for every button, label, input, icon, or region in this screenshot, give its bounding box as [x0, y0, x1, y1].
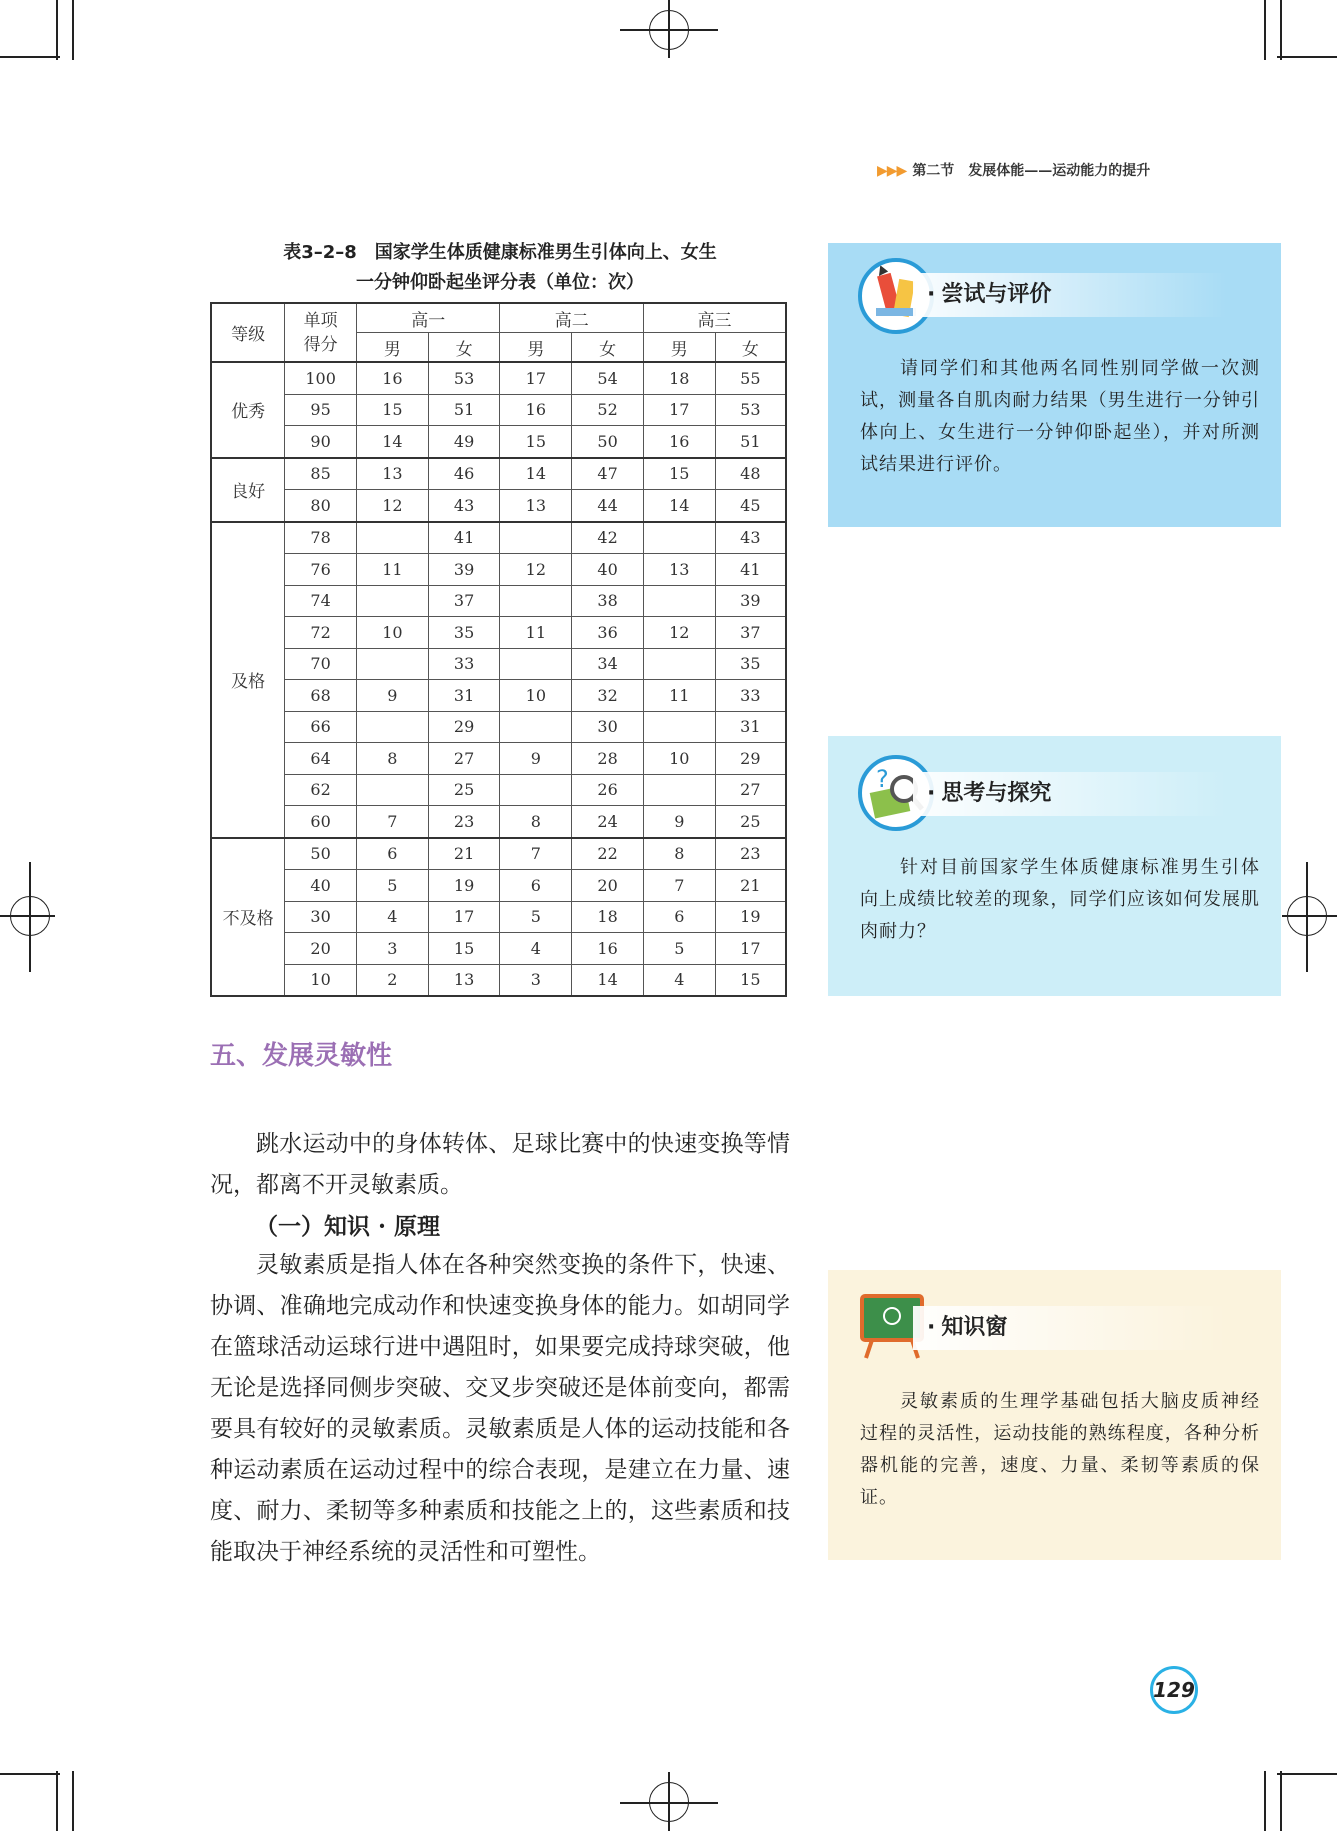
- head-grade: 等级: [211, 303, 285, 362]
- value-cell: 14: [500, 458, 572, 490]
- value-cell: [357, 774, 429, 806]
- grade-cell: 及格: [211, 522, 285, 838]
- head-female: 女: [715, 333, 786, 363]
- main-paragraph: 灵敏素质是指人体在各种突然变换的条件下，快速、协调、准确地完成动作和快速变换身体的能力。如胡同学在篮球活动运球行进中遇阻时，如果要完成持球突破，他无论是选择同侧步突破、交叉步突破还是体前变向，都需要具有较好的灵敏素质。灵敏素质是人体的运动技能和各种运动素质在运动过程中的综合表现，是建立在力量、速度、耐力、柔韧等多种素质和技能之上的，这些素质和技能取决于神经系统的灵活性和可塑性。: [210, 1252, 790, 1565]
- value-cell: [643, 711, 715, 743]
- value-cell: 33: [428, 648, 500, 680]
- value-cell: [500, 648, 572, 680]
- value-cell: 7: [357, 806, 429, 838]
- value-cell: 15: [357, 394, 429, 426]
- score-cell: 68: [285, 680, 357, 712]
- value-cell: 54: [572, 362, 644, 394]
- score-cell: 10: [285, 964, 357, 996]
- try-evaluate-title-text: 尝试与评价: [941, 282, 1052, 307]
- value-cell: 18: [572, 901, 644, 933]
- value-cell: 8: [357, 743, 429, 775]
- table-row: [211, 838, 786, 870]
- try-evaluate-title: [913, 273, 1227, 317]
- score-cell: 50: [285, 838, 357, 870]
- table-row: [211, 458, 786, 490]
- think-explore-title: [913, 772, 1227, 816]
- value-cell: 41: [428, 522, 500, 554]
- page-number: 129: [1150, 1666, 1198, 1714]
- table-row: [211, 522, 786, 554]
- value-cell: 13: [643, 554, 715, 586]
- score-cell: 90: [285, 426, 357, 458]
- grade-cell: 不及格: [211, 838, 285, 997]
- value-cell: 38: [572, 585, 644, 617]
- value-cell: 49: [428, 426, 500, 458]
- value-cell: 11: [500, 617, 572, 649]
- head-male: 男: [357, 333, 429, 363]
- table-caption-line-1: 表3–2–8 国家学生体质健康标准男生引体向上、女生: [283, 242, 717, 263]
- value-cell: 53: [428, 362, 500, 394]
- value-cell: 3: [500, 964, 572, 996]
- score-cell: 40: [285, 870, 357, 902]
- value-cell: 40: [572, 554, 644, 586]
- table-row: [211, 711, 786, 743]
- value-cell: 42: [572, 522, 644, 554]
- value-cell: 53: [715, 394, 786, 426]
- table-row: [211, 394, 786, 426]
- value-cell: 4: [643, 964, 715, 996]
- try-evaluate-box: [828, 243, 1281, 527]
- score-cell: 80: [285, 490, 357, 522]
- table-row: [211, 617, 786, 649]
- value-cell: [357, 585, 429, 617]
- value-cell: 50: [572, 426, 644, 458]
- value-cell: 15: [428, 933, 500, 965]
- value-cell: 32: [572, 680, 644, 712]
- table-row: [211, 648, 786, 680]
- table-head: [211, 303, 786, 362]
- value-cell: 36: [572, 617, 644, 649]
- score-cell: 85: [285, 458, 357, 490]
- score-cell: 30: [285, 901, 357, 933]
- value-cell: [500, 585, 572, 617]
- score-cell: 74: [285, 585, 357, 617]
- value-cell: 27: [715, 774, 786, 806]
- value-cell: 16: [572, 933, 644, 965]
- value-cell: 7: [643, 870, 715, 902]
- value-cell: 5: [643, 933, 715, 965]
- value-cell: 11: [643, 680, 715, 712]
- value-cell: 21: [715, 870, 786, 902]
- value-cell: 19: [428, 870, 500, 902]
- value-cell: 17: [500, 362, 572, 394]
- score-cell: 76: [285, 554, 357, 586]
- value-cell: 37: [715, 617, 786, 649]
- head-female: 女: [428, 333, 500, 363]
- value-cell: 2: [357, 964, 429, 996]
- value-cell: 6: [500, 870, 572, 902]
- score-cell: 100: [285, 362, 357, 394]
- table-row: [211, 426, 786, 458]
- score-cell: 64: [285, 743, 357, 775]
- value-cell: 30: [572, 711, 644, 743]
- value-cell: 12: [500, 554, 572, 586]
- value-cell: 39: [715, 585, 786, 617]
- head-score-line-1: 单项: [303, 310, 338, 331]
- value-cell: 52: [572, 394, 644, 426]
- table-row: [211, 743, 786, 775]
- value-cell: 10: [643, 743, 715, 775]
- value-cell: 24: [572, 806, 644, 838]
- sub-heading: （一）知识 · 原理: [255, 1213, 441, 1240]
- value-cell: 37: [428, 585, 500, 617]
- value-cell: 8: [643, 838, 715, 870]
- knowledge-window-box: [828, 1270, 1281, 1560]
- table-row: [211, 585, 786, 617]
- table-row: [211, 901, 786, 933]
- value-cell: 29: [428, 711, 500, 743]
- value-cell: 13: [428, 964, 500, 996]
- value-cell: 14: [357, 426, 429, 458]
- value-cell: 33: [715, 680, 786, 712]
- value-cell: 15: [715, 964, 786, 996]
- value-cell: 35: [715, 648, 786, 680]
- title-dot: ·: [927, 781, 936, 806]
- title-dot: ·: [927, 282, 936, 307]
- table-row: [211, 964, 786, 996]
- table-row: [211, 870, 786, 902]
- value-cell: 21: [428, 838, 500, 870]
- table-row: [211, 806, 786, 838]
- svg-text:?: ?: [876, 765, 889, 793]
- table-caption-line-2: 一分钟仰卧起坐评分表（单位：次）: [356, 272, 644, 293]
- knowledge-window-title-text: 知识窗: [941, 1315, 1008, 1340]
- value-cell: 6: [357, 838, 429, 870]
- value-cell: 16: [500, 394, 572, 426]
- head-year-2: 高二: [500, 303, 643, 333]
- value-cell: 13: [357, 458, 429, 490]
- value-cell: 41: [715, 554, 786, 586]
- value-cell: 4: [357, 901, 429, 933]
- score-cell: 70: [285, 648, 357, 680]
- value-cell: 17: [428, 901, 500, 933]
- value-cell: 4: [500, 933, 572, 965]
- value-cell: 8: [500, 806, 572, 838]
- value-cell: [643, 648, 715, 680]
- value-cell: [500, 711, 572, 743]
- value-cell: [643, 585, 715, 617]
- value-cell: 15: [500, 426, 572, 458]
- think-explore-title-text: 思考与探究: [941, 781, 1052, 806]
- value-cell: 11: [357, 554, 429, 586]
- score-cell: 20: [285, 933, 357, 965]
- value-cell: 26: [572, 774, 644, 806]
- table-row: [211, 774, 786, 806]
- value-cell: 14: [643, 490, 715, 522]
- table-row: [211, 933, 786, 965]
- score-cell: 72: [285, 617, 357, 649]
- value-cell: [500, 522, 572, 554]
- table-row: [211, 362, 786, 394]
- score-cell: 95: [285, 394, 357, 426]
- value-cell: 3: [357, 933, 429, 965]
- value-cell: 31: [715, 711, 786, 743]
- head-male: 男: [500, 333, 572, 363]
- value-cell: 48: [715, 458, 786, 490]
- value-cell: 23: [715, 838, 786, 870]
- value-cell: 25: [715, 806, 786, 838]
- value-cell: 51: [715, 426, 786, 458]
- value-cell: 51: [428, 394, 500, 426]
- head-score: [285, 303, 357, 362]
- value-cell: 10: [500, 680, 572, 712]
- table-body: [211, 362, 786, 996]
- value-cell: 15: [643, 458, 715, 490]
- think-explore-box: [828, 736, 1281, 996]
- value-cell: [643, 774, 715, 806]
- running-header: [877, 160, 1150, 180]
- header-arrows-icon: ▶▶▶: [877, 163, 907, 179]
- think-explore-text: 针对目前国家学生体质健康标准男生引体向上成绩比较差的现象，同学们应该如何发展肌肉耐力？: [860, 857, 1260, 942]
- value-cell: 10: [357, 617, 429, 649]
- grade-cell: 良好: [211, 458, 285, 522]
- value-cell: [357, 522, 429, 554]
- head-female: 女: [572, 333, 644, 363]
- value-cell: 35: [428, 617, 500, 649]
- value-cell: [500, 774, 572, 806]
- value-cell: 12: [357, 490, 429, 522]
- head-year-3: 高三: [643, 303, 786, 333]
- value-cell: 18: [643, 362, 715, 394]
- value-cell: 39: [428, 554, 500, 586]
- intro-paragraph: 跳水运动中的身体转体、足球比赛中的快速变换等情况，都离不开灵敏素质。: [210, 1131, 790, 1198]
- value-cell: 9: [357, 680, 429, 712]
- value-cell: 7: [500, 838, 572, 870]
- value-cell: 44: [572, 490, 644, 522]
- value-cell: 17: [715, 933, 786, 965]
- value-cell: 31: [428, 680, 500, 712]
- try-evaluate-text: 请同学们和其他两名同性别同学做一次测试，测量各自肌肉耐力结果（男生进行一分钟引体向上、女生进行一分钟仰卧起坐），并对所测试结果进行评价。: [860, 358, 1260, 475]
- head-male: 男: [643, 333, 715, 363]
- knowledge-window-text: 灵敏素质的生理学基础包括大脑皮质神经过程的灵活性，运动技能的熟练程度，各种分析器机能的完善，速度、力量、柔韧等素质的保证。: [860, 1391, 1260, 1508]
- value-cell: 55: [715, 362, 786, 394]
- value-cell: 43: [715, 522, 786, 554]
- value-cell: 13: [500, 490, 572, 522]
- value-cell: 43: [428, 490, 500, 522]
- knowledge-window-title: [913, 1306, 1227, 1350]
- grade-cell: 优秀: [211, 362, 285, 458]
- section-heading: 五、发展灵敏性: [210, 1041, 393, 1071]
- table-row: [211, 490, 786, 522]
- value-cell: 28: [572, 743, 644, 775]
- value-cell: [643, 522, 715, 554]
- value-cell: 19: [715, 901, 786, 933]
- value-cell: 9: [500, 743, 572, 775]
- table-row: [211, 680, 786, 712]
- value-cell: 47: [572, 458, 644, 490]
- value-cell: 23: [428, 806, 500, 838]
- value-cell: 6: [643, 901, 715, 933]
- value-cell: [357, 711, 429, 743]
- value-cell: 16: [357, 362, 429, 394]
- value-cell: 22: [572, 838, 644, 870]
- value-cell: 5: [500, 901, 572, 933]
- head-score-line-2: 得分: [303, 334, 338, 355]
- value-cell: 46: [428, 458, 500, 490]
- value-cell: 27: [428, 743, 500, 775]
- value-cell: 9: [643, 806, 715, 838]
- table-caption: [210, 238, 790, 298]
- value-cell: 25: [428, 774, 500, 806]
- score-cell: 62: [285, 774, 357, 806]
- table-row: [211, 554, 786, 586]
- value-cell: [357, 648, 429, 680]
- head-year-1: 高一: [357, 303, 500, 333]
- value-cell: 45: [715, 490, 786, 522]
- value-cell: 17: [643, 394, 715, 426]
- value-cell: 12: [643, 617, 715, 649]
- title-dot: ·: [927, 1315, 936, 1340]
- score-cell: 60: [285, 806, 357, 838]
- header-text: 第二节 发展体能——运动能力的提升: [912, 163, 1151, 179]
- value-cell: 16: [643, 426, 715, 458]
- value-cell: 20: [572, 870, 644, 902]
- value-cell: 14: [572, 964, 644, 996]
- score-cell: 66: [285, 711, 357, 743]
- value-cell: 34: [572, 648, 644, 680]
- score-table: [210, 302, 787, 997]
- value-cell: 5: [357, 870, 429, 902]
- value-cell: 29: [715, 743, 786, 775]
- score-cell: 78: [285, 522, 357, 554]
